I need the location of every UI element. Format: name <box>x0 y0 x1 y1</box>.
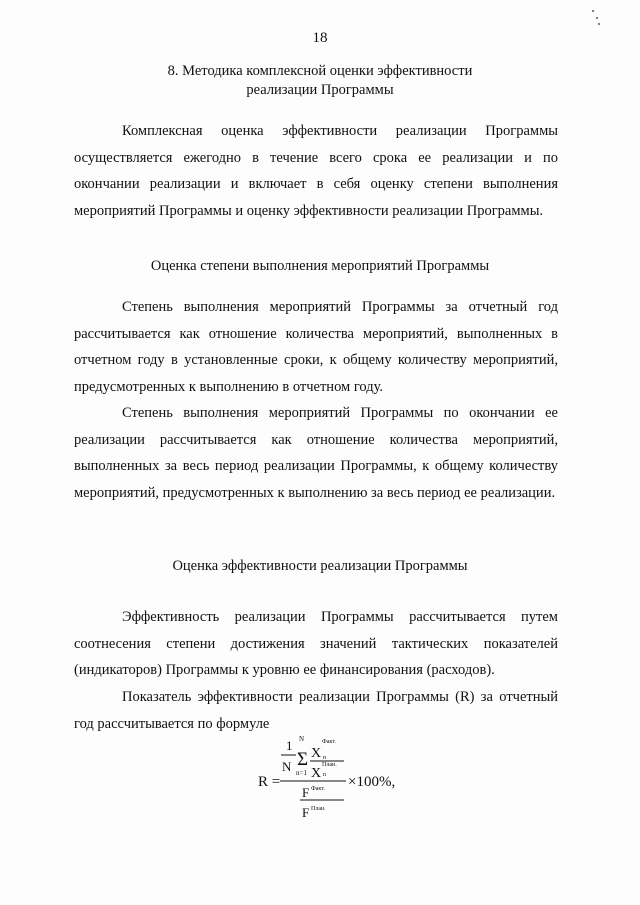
section-title-line1: 8. Методика комплексной оценки эффективности <box>167 63 473 79</box>
subheading-measures: Оценка степени выполнения мероприятий Программы <box>150 258 490 274</box>
x-plan-subscript: n <box>323 772 326 778</box>
sum-lower-limit: n=1 <box>296 769 307 777</box>
x-fact-superscript: Факт. <box>322 739 336 745</box>
x-fact-subscript: n <box>323 755 326 761</box>
subheading-efficiency: Оценка эффективности реализации Программы <box>172 558 468 574</box>
measures-paragraph-2: Степень выполнения мероприятий Программы по окончании ее реализации рассчитывается как отношение количества мероприятий, выполненных за весь период реализации Программы, к общему количеству мероприятий, предусмотренных к выполнению за весь период ее реализации. <box>74 405 558 502</box>
f-fact: F <box>302 785 310 800</box>
section-title-line2: реализации Программы <box>246 82 394 98</box>
efficiency-paragraph-1: Эффективность реализации Программы рассчитывается путем соотнесения степени достижения значений тактических показателей (индикаторов) Программы к уровню ее финансирования (расходов). <box>74 609 558 679</box>
formula-lhs: R = <box>258 774 281 790</box>
f-plan: F <box>302 805 310 820</box>
formula-n: N <box>282 759 292 774</box>
x-plan: X <box>311 766 322 781</box>
f-plan-superscript: План. <box>311 806 326 812</box>
formula-multiplier: ×100%, <box>348 774 396 790</box>
x-fact: X <box>311 746 322 761</box>
intro-paragraph: Комплексная оценка эффективности реализации Программы осуществляется ежегодно в течение всего срока ее реализации и по окончании реализации и включает в себя оценку степени выполнения мероприятий Программы и оценку эффективности реализации Программы. <box>74 123 558 220</box>
sigma-symbol: Σ <box>297 749 309 770</box>
measures-paragraph-1: Степень выполнения мероприятий Программы за отчетный год рассчитывается как отношение количества мероприятий, выполненных в отчетном году в установленные сроки, к общему количеству мероприятий, предусмотренных к выполнению в отчетном году. <box>74 299 558 396</box>
sum-upper-limit: N <box>299 735 305 743</box>
f-fact-superscript: Факт. <box>311 786 325 792</box>
x-plan-superscript: План. <box>322 762 337 768</box>
page-number: 18 <box>312 30 328 46</box>
efficiency-paragraph-2: Показатель эффективности реализации Программы (R) за отчетный год рассчитывается по формуле <box>74 689 558 732</box>
formula-one: 1 <box>286 738 293 753</box>
